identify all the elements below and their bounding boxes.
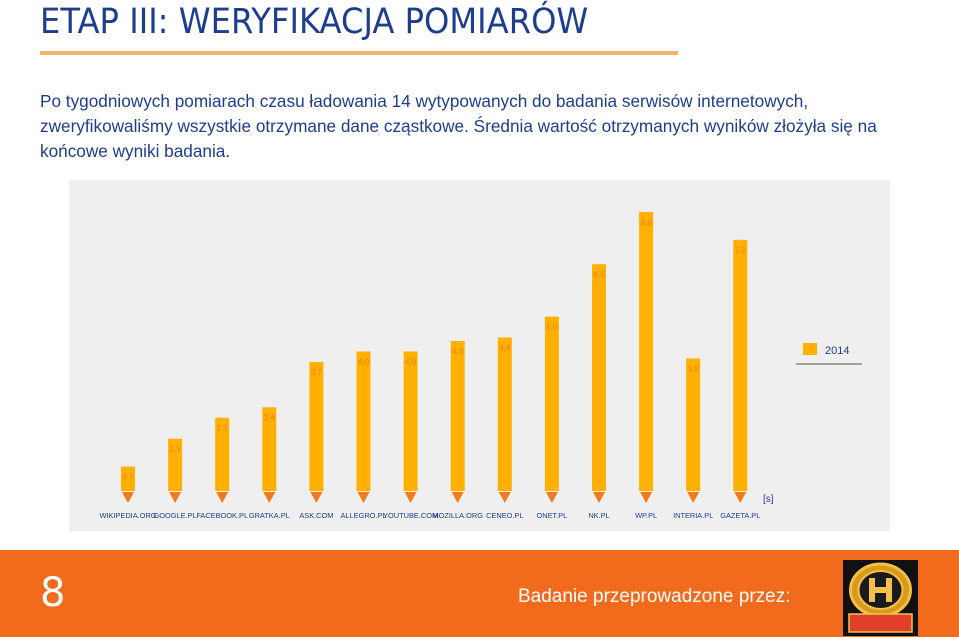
bar-gazeta.pl bbox=[733, 240, 747, 491]
bar-onet.pl bbox=[545, 317, 559, 491]
bar-allegro.pl bbox=[357, 351, 371, 491]
marker-triangle bbox=[263, 492, 275, 503]
intro-paragraph: Po tygodniowych pomiarach czasu ładowania 14 wytypowanych do badania serwisów internetowych, zweryfikowaliśmy wszystkie otrzymane dane cząstkowe. Średnia wartość otrzymanych wyników złożyła się na końcowe wyniki badania. bbox=[40, 91, 877, 161]
value-label: 2,1 bbox=[216, 423, 228, 433]
category-label: WIKIPEDIA.ORG bbox=[99, 511, 157, 520]
category-label: FACEBOOK.PL bbox=[196, 511, 249, 520]
value-label: 4,0 bbox=[405, 357, 417, 367]
value-label: 1,5 bbox=[169, 444, 181, 454]
hostersi-logo bbox=[843, 560, 918, 636]
marker-triangle bbox=[593, 492, 605, 503]
category-label: CENEO.PL bbox=[486, 511, 524, 520]
value-label: 4,3 bbox=[452, 347, 464, 356]
marker-triangle bbox=[216, 492, 228, 503]
marker-triangle bbox=[358, 492, 370, 503]
bar-ceneo.pl bbox=[498, 338, 512, 491]
category-label: GRATKA.PL bbox=[248, 511, 290, 520]
page-number: 8 bbox=[40, 570, 66, 616]
title-underline bbox=[40, 51, 678, 55]
value-label: 6,5 bbox=[593, 270, 605, 280]
value-label: 7,2 bbox=[734, 245, 746, 255]
category-label: MOZILLA.ORG bbox=[432, 511, 483, 520]
bar-interia.pl bbox=[686, 358, 700, 491]
category-label: YOUTUBE.COM bbox=[383, 511, 439, 520]
value-label: 3,7 bbox=[310, 367, 322, 377]
value-label: 4,0 bbox=[357, 357, 370, 367]
footer-bar bbox=[0, 550, 959, 637]
category-label: NK.PL bbox=[588, 511, 610, 520]
legend-label: 2014 bbox=[825, 345, 850, 357]
marker-triangle bbox=[452, 492, 464, 503]
category-label: WP.PL bbox=[635, 511, 658, 520]
unit-label: [s] bbox=[763, 494, 774, 505]
page-title: ETAP III: WERYFIKACJA POMIARÓW bbox=[40, 2, 589, 42]
marker-triangle bbox=[310, 492, 322, 503]
value-label: 2,4 bbox=[263, 413, 275, 423]
bar-youtube.com bbox=[404, 351, 418, 491]
category-label: GAZETA.PL bbox=[720, 511, 761, 520]
load-time-bar-chart bbox=[69, 180, 890, 531]
value-label: 8,0 bbox=[640, 217, 652, 227]
category-label: GOOGLE.PL bbox=[153, 511, 197, 520]
marker-triangle bbox=[405, 492, 417, 503]
category-label: ALLEGRO.PL bbox=[340, 511, 387, 520]
marker-triangle bbox=[640, 492, 652, 503]
legend-swatch bbox=[803, 343, 817, 355]
credit-text: Badanie przeprowadzone przez: bbox=[518, 586, 791, 607]
category-label: ONET.PL bbox=[536, 511, 568, 520]
marker-triangle bbox=[734, 492, 746, 503]
value-label: 4,4 bbox=[499, 343, 511, 353]
category-label: ASK.COM bbox=[299, 511, 334, 520]
marker-triangle bbox=[499, 492, 511, 503]
value-label: 3,8 bbox=[687, 364, 699, 374]
bar-wp.pl bbox=[639, 212, 653, 491]
marker-triangle bbox=[122, 492, 134, 503]
bar-nk.pl bbox=[592, 264, 606, 491]
value-label: 5,0 bbox=[546, 322, 558, 332]
category-label: INTERIA.PL bbox=[673, 511, 714, 520]
chart-panel bbox=[69, 180, 890, 531]
marker-triangle bbox=[687, 492, 699, 503]
bar-mozilla.org bbox=[451, 341, 465, 491]
marker-triangle bbox=[169, 492, 181, 503]
value-label: 0,7 bbox=[122, 472, 134, 482]
marker-triangle bbox=[546, 492, 558, 503]
bar-ask.com bbox=[309, 362, 323, 491]
